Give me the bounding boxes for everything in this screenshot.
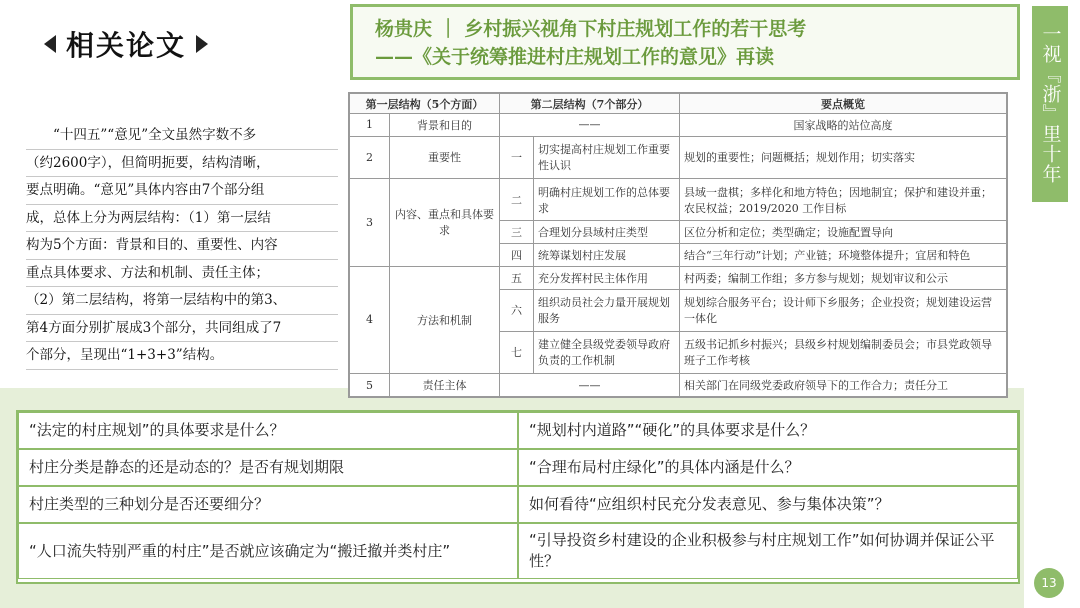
- points-cell: 区位分析和定位；类型确定；设施配置导向: [680, 221, 1007, 244]
- points-cell: 相关部门在同级党委政府领导下的工作合力；责任分工: [680, 374, 1007, 397]
- part-num: 五: [500, 266, 534, 289]
- structure-table-container: [348, 92, 1008, 398]
- question-cell: “合理布局村庄绿化”的具体内涵是什么？: [518, 449, 1018, 486]
- side-bar: [1024, 0, 1080, 608]
- paper-title-box: [350, 4, 1020, 80]
- level1-cell: 背景和目的: [390, 114, 500, 137]
- table-row: [350, 266, 1007, 289]
- level1-cell: 责任主体: [390, 374, 500, 397]
- part-num: ——: [500, 114, 680, 137]
- points-cell: 国家战略的站位高度: [680, 114, 1007, 137]
- vertical-series-title: 一视『浙』里十年: [1032, 6, 1068, 202]
- part-num: 六: [500, 289, 534, 331]
- question-cell: “人口流失特别严重的村庄”是否就应该确定为“搬迁撤并类村庄”: [18, 523, 518, 579]
- part-num: 二: [500, 179, 534, 221]
- part-text: 建立健全县级党委领导政府负责的工作机制: [534, 331, 680, 373]
- header-points: 要点概览: [680, 94, 1007, 114]
- part-text: 充分发挥村民主体作用: [534, 266, 680, 289]
- points-cell: 县域一盘棋；多样化和地方特色；因地制宜；保护和建设并重；农民权益；2019/2020 工作目标: [680, 179, 1007, 221]
- row-num: 4: [350, 266, 390, 373]
- part-text: 统筹谋划村庄发展: [534, 244, 680, 267]
- questions-grid: [16, 410, 1020, 584]
- part-num: 四: [500, 244, 534, 267]
- points-cell: 五级书记抓乡村振兴；县级乡村规划编制委员会；市县党政领导班子工作考核: [680, 331, 1007, 373]
- intro-line: （约2600字），但简明扼要，结构清晰，: [26, 150, 338, 178]
- part-num: 三: [500, 221, 534, 244]
- intro-line: 重点具体要求、方法和机制、责任主体；: [26, 260, 338, 288]
- paper-title-line2: ——《关于统筹推进村庄规划工作的意见》再读: [375, 46, 775, 68]
- points-cell: 规划的重要性；问题概括；规划作用；切实落实: [680, 136, 1007, 178]
- intro-line: 第4方面分别扩展成3个部分，共同组成了7: [26, 315, 338, 343]
- level1-cell: 重要性: [390, 136, 500, 178]
- intro-line: 个部分，呈现出“1+3+3”结构。: [26, 342, 338, 370]
- header-level1: 第一层结构（5个方面）: [350, 94, 500, 114]
- question-cell: 村庄分类是静态的还是动态的？是否有规划期限: [18, 449, 518, 486]
- triangle-right-icon: [196, 35, 208, 53]
- part-num: ——: [500, 374, 680, 397]
- table-row: [350, 114, 1007, 137]
- table-header-row: [350, 94, 1007, 114]
- part-num: 七: [500, 331, 534, 373]
- part-text: 明确村庄规划工作的总体要求: [534, 179, 680, 221]
- row-num: 1: [350, 114, 390, 137]
- question-cell: “法定的村庄规划”的具体要求是什么？: [18, 412, 518, 449]
- table-row: [350, 179, 1007, 221]
- triangle-left-icon: [44, 35, 56, 53]
- level1-cell: 方法和机制: [390, 266, 500, 373]
- question-cell: “引导投资乡村建设的企业积极参与村庄规划工作”如何协调并保证公平性？: [518, 523, 1018, 579]
- section-heading: [44, 24, 208, 64]
- paper-title-line1: 杨贵庆 ｜ 乡村振兴视角下村庄规划工作的若干思考: [375, 18, 807, 40]
- points-cell: 规划综合服务平台；设计师下乡服务；企业投资；规划建设运营一体化: [680, 289, 1007, 331]
- intro-line: 构为5个方面：背景和目的、重要性、内容: [26, 232, 338, 260]
- page-number: 13: [1034, 568, 1064, 598]
- section-heading-text: 相关论文: [66, 29, 187, 62]
- intro-line: 成，总体上分为两层结构：（1）第一层结: [26, 205, 338, 233]
- table-row: [350, 374, 1007, 397]
- intro-line: “十四五”“意见”全文虽然字数不多: [26, 122, 338, 150]
- question-cell: 村庄类型的三种划分是否还要细分？: [18, 486, 518, 523]
- row-num: 2: [350, 136, 390, 178]
- table-row: [350, 136, 1007, 178]
- intro-line: 要点明确。“意见”具体内容由7个部分组: [26, 177, 338, 205]
- header-level2: 第二层结构（7个部分）: [500, 94, 680, 114]
- intro-line: （2）第二层结构，将第一层结构中的第3、: [26, 287, 338, 315]
- part-text: 合理划分县域村庄类型: [534, 221, 680, 244]
- level1-cell: 内容、重点和具体要求: [390, 179, 500, 267]
- points-cell: 结合“三年行动”计划；产业链；环境整体提升；宜居和特色: [680, 244, 1007, 267]
- row-num: 5: [350, 374, 390, 397]
- row-num: 3: [350, 179, 390, 267]
- part-text: 切实提高村庄规划工作重要性认识: [534, 136, 680, 178]
- structure-table: [349, 93, 1007, 397]
- part-num: 一: [500, 136, 534, 178]
- question-cell: “规划村内道路”“硬化”的具体要求是什么？: [518, 412, 1018, 449]
- question-cell: 如何看待“应组织村民充分发表意见、参与集体决策”？: [518, 486, 1018, 523]
- intro-paragraph: [26, 122, 338, 370]
- points-cell: 村两委；编制工作组；多方参与规划；规划审议和公示: [680, 266, 1007, 289]
- part-text: 组织动员社会力量开展规划服务: [534, 289, 680, 331]
